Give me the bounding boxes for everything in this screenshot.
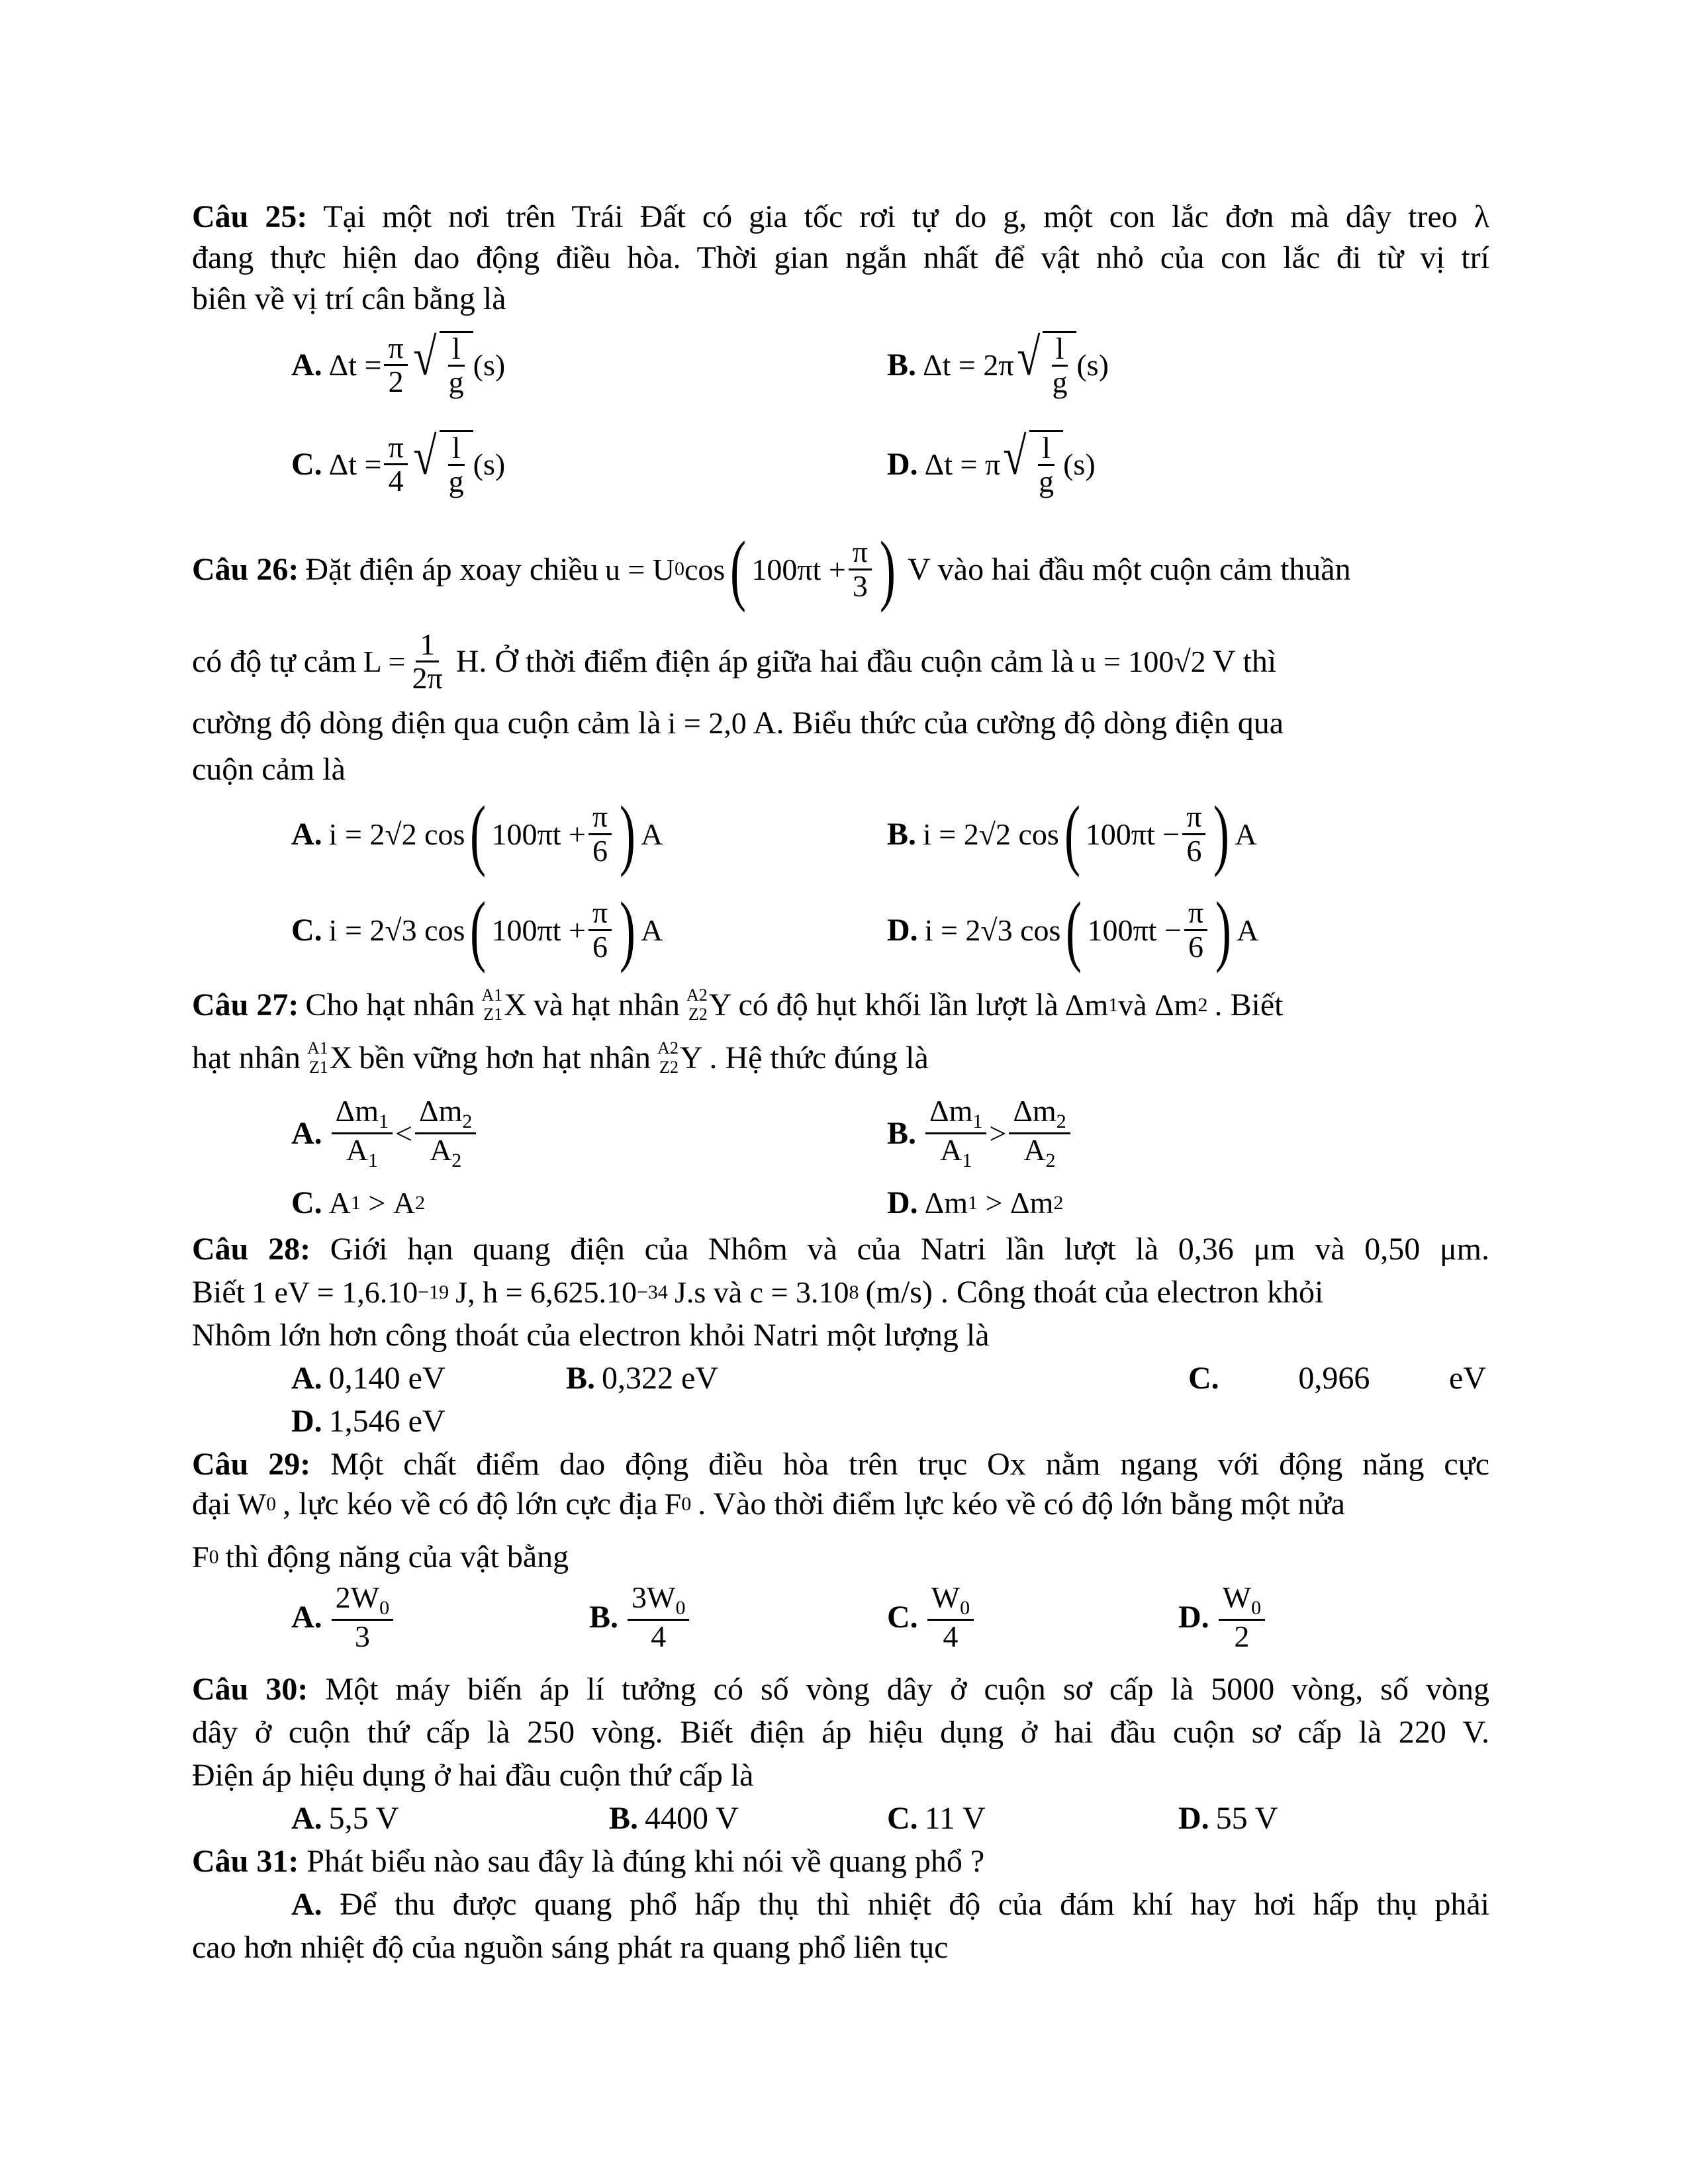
q25-option-c[interactable]: C. Δt = $\frac{\pi}{4}$ √ $\frac{l}{g}$ (s) (291, 428, 506, 499)
q29-option-d[interactable]: D. $\frac{W_0}{2}$ (1178, 1582, 1268, 1653)
q27-number: Câu 27: (192, 987, 299, 1023)
q27-line2: hạt nhân A1 Z1 X bền vững hơn hạt nhân A2 Z2 Y . Hệ thức đúng là (192, 1038, 929, 1077)
q28-line2: Biết 1 eV = 1,6.10 −19 J, h = 6,625.10 −34 J.s và c = 3.10 8 (m/s) . Công thoát của electron khỏi (192, 1275, 1324, 1310)
q28-option-c[interactable]: C. 0,966 eV (1188, 1361, 1486, 1396)
q26-option-b[interactable]: B. i = 2√2 cos ( 100πt − $\frac{\pi}{6}$ ) A (887, 790, 1257, 878)
q27-option-d[interactable]: D. Δm 1 > Δm 2 (887, 1185, 1064, 1220)
q28-option-a[interactable]: A. 0,140 eV (291, 1361, 445, 1396)
q29-number: Câu 29: (192, 1447, 311, 1482)
q27-option-a[interactable]: A. $\frac{\Delta m_1}{A_1}$ < $\frac{\Delta m_2}{A_2}$ (291, 1095, 479, 1171)
q27-line1: Câu 27: Cho hạt nhân A1 Z1 X và hạt nhân A2 Z2 Y có độ hụt khối lần lượt là Δm 1 và Δm 2 . Biết (192, 985, 1284, 1024)
q29-line1: Câu 29: Một chất điểm dao động điều hòa trên trục Ox nằm ngang với động năng cực (192, 1447, 1490, 1482)
q26-option-c[interactable]: C. i = 2√3 cos ( 100πt + $\frac{\pi}{6}$ ) A (291, 886, 663, 974)
q31-number: Câu 31: (192, 1844, 299, 1879)
q26-line4: cuộn cảm là (192, 752, 346, 787)
q30-number: Câu 30: (192, 1672, 308, 1707)
q29-option-b[interactable]: B. $\frac{3W_0}{4}$ (589, 1582, 692, 1653)
q30-option-d[interactable]: D. 55 V (1178, 1801, 1278, 1836)
q26-line2: có độ tự cảm L = $\frac{1}{2\pi}$ H. Ở thời điểm điện áp giữa hai đầu cuộn cảm là u = 100√2 V thì (192, 627, 1277, 696)
q29-line3: F 0 thì động năng của vật bằng (192, 1539, 569, 1574)
q30-option-c[interactable]: C. 11 V (887, 1801, 986, 1836)
q30-option-a[interactable]: A. 5,5 V (291, 1801, 399, 1836)
q31-option-a-line2: cao hơn nhiệt độ của nguồn sáng phát ra quang phổ liên tục (192, 1930, 949, 1965)
q27-option-c[interactable]: C. A 1 > A 2 (291, 1185, 426, 1220)
q30-line3: Điện áp hiệu dụng ở hai đầu cuộn thứ cấp là (192, 1758, 754, 1793)
nucleus-x: A1 Z1 X (481, 985, 527, 1024)
q31-option-a-line1[interactable]: A. Để thu được quang phổ hấp thụ thì nhiệt độ của đám khí hay hơi hấp thụ phải (291, 1887, 1489, 1922)
q26-inductance-expr: L = $\frac{1}{2\pi}$ (363, 627, 443, 696)
q29-option-a[interactable]: A. $\frac{2W_0}{3}$ (291, 1582, 396, 1653)
q30-line2: dây ở cuộn thứ cấp là 250 vòng. Biết điện áp hiệu dụng ở hai đầu cuộn sơ cấp là 220 V. (192, 1715, 1489, 1750)
q28-line3: Nhôm lớn hơn công thoát của electron khỏi Natri một lượng là (192, 1318, 990, 1353)
q25-option-b[interactable]: B. Δt = 2π √ $\frac{l}{g}$ (s) (887, 328, 1109, 400)
nucleus-y: A2 Z2 Y (686, 985, 732, 1024)
q25-number: Câu 25: (192, 199, 308, 234)
q27-option-b[interactable]: B. $\frac{\Delta m_1}{A_1}$ > $\frac{\Delta m_2}{A_2}$ (887, 1095, 1073, 1171)
q30-option-b[interactable]: B. 4400 V (609, 1801, 739, 1836)
q26-voltage-expr: u = U 0 cos ( 100πt + $\frac{\pi}{3}$ ) (604, 525, 896, 613)
q26-line3: cường độ dòng điện qua cuộn cảm là i = 2,0 A. Biểu thức của cường độ dòng điện qua (192, 705, 1284, 741)
q26-line1: Câu 26: Đặt điện áp xoay chiều u = U 0 cos ( 100πt + $\frac{\pi}{3}$ ) V vào hai đầu một cuộn cảm thuần (192, 525, 1351, 613)
q25-option-d[interactable]: D. Δt = π √ $\frac{l}{g}$ (s) (887, 428, 1096, 499)
q28-option-d[interactable]: D. 1,546 eV (291, 1404, 445, 1439)
q25-line1: Câu 25: Tại một nơi trên Trái Đất có gia tốc rơi tự do g, một con lắc đơn mà dây treo λ (192, 199, 1490, 234)
q26-number: Câu 26: (192, 551, 299, 587)
q26-option-a[interactable]: A. i = 2√2 cos ( 100πt + $\frac{\pi}{6}$ ) A (291, 790, 663, 878)
q25-line2: đang thực hiện dao động điều hòa. Thời gian ngắn nhất để vật nhỏ của con lắc đi từ vị trí (192, 240, 1489, 275)
q28-option-b[interactable]: B. 0,322 eV (566, 1361, 718, 1396)
q28-number: Câu 28: (192, 1232, 311, 1267)
q31-line1: Câu 31: Phát biểu nào sau đây là đúng khi nói về quang phổ ? (192, 1844, 985, 1879)
q26-option-d[interactable]: D. i = 2√3 cos ( 100πt − $\frac{\pi}{6}$ ) A (887, 886, 1259, 974)
q30-line1: Câu 30: Một máy biến áp lí tưởng có số vòng dây ở cuộn sơ cấp là 5000 vòng, số vòng (192, 1672, 1490, 1707)
q29-option-c[interactable]: C. $\frac{W_0}{4}$ (887, 1582, 976, 1653)
q29-line2: đại W 0 , lực kéo về có độ lớn cực địa F 0 . Vào thời điểm lực kéo về có độ lớn bằng một nửa (192, 1486, 1345, 1522)
q25-option-a[interactable]: A. Δt = $\frac{\pi}{2}$ √ $\frac{l}{g}$ (s) (291, 328, 506, 400)
q25-line3: biên về vị trí cân bằng là (192, 281, 506, 316)
q28-line1: Câu 28: Giới hạn quang điện của Nhôm và của Natri lần lượt là 0,36 μm và 0,50 μm. (192, 1232, 1490, 1267)
